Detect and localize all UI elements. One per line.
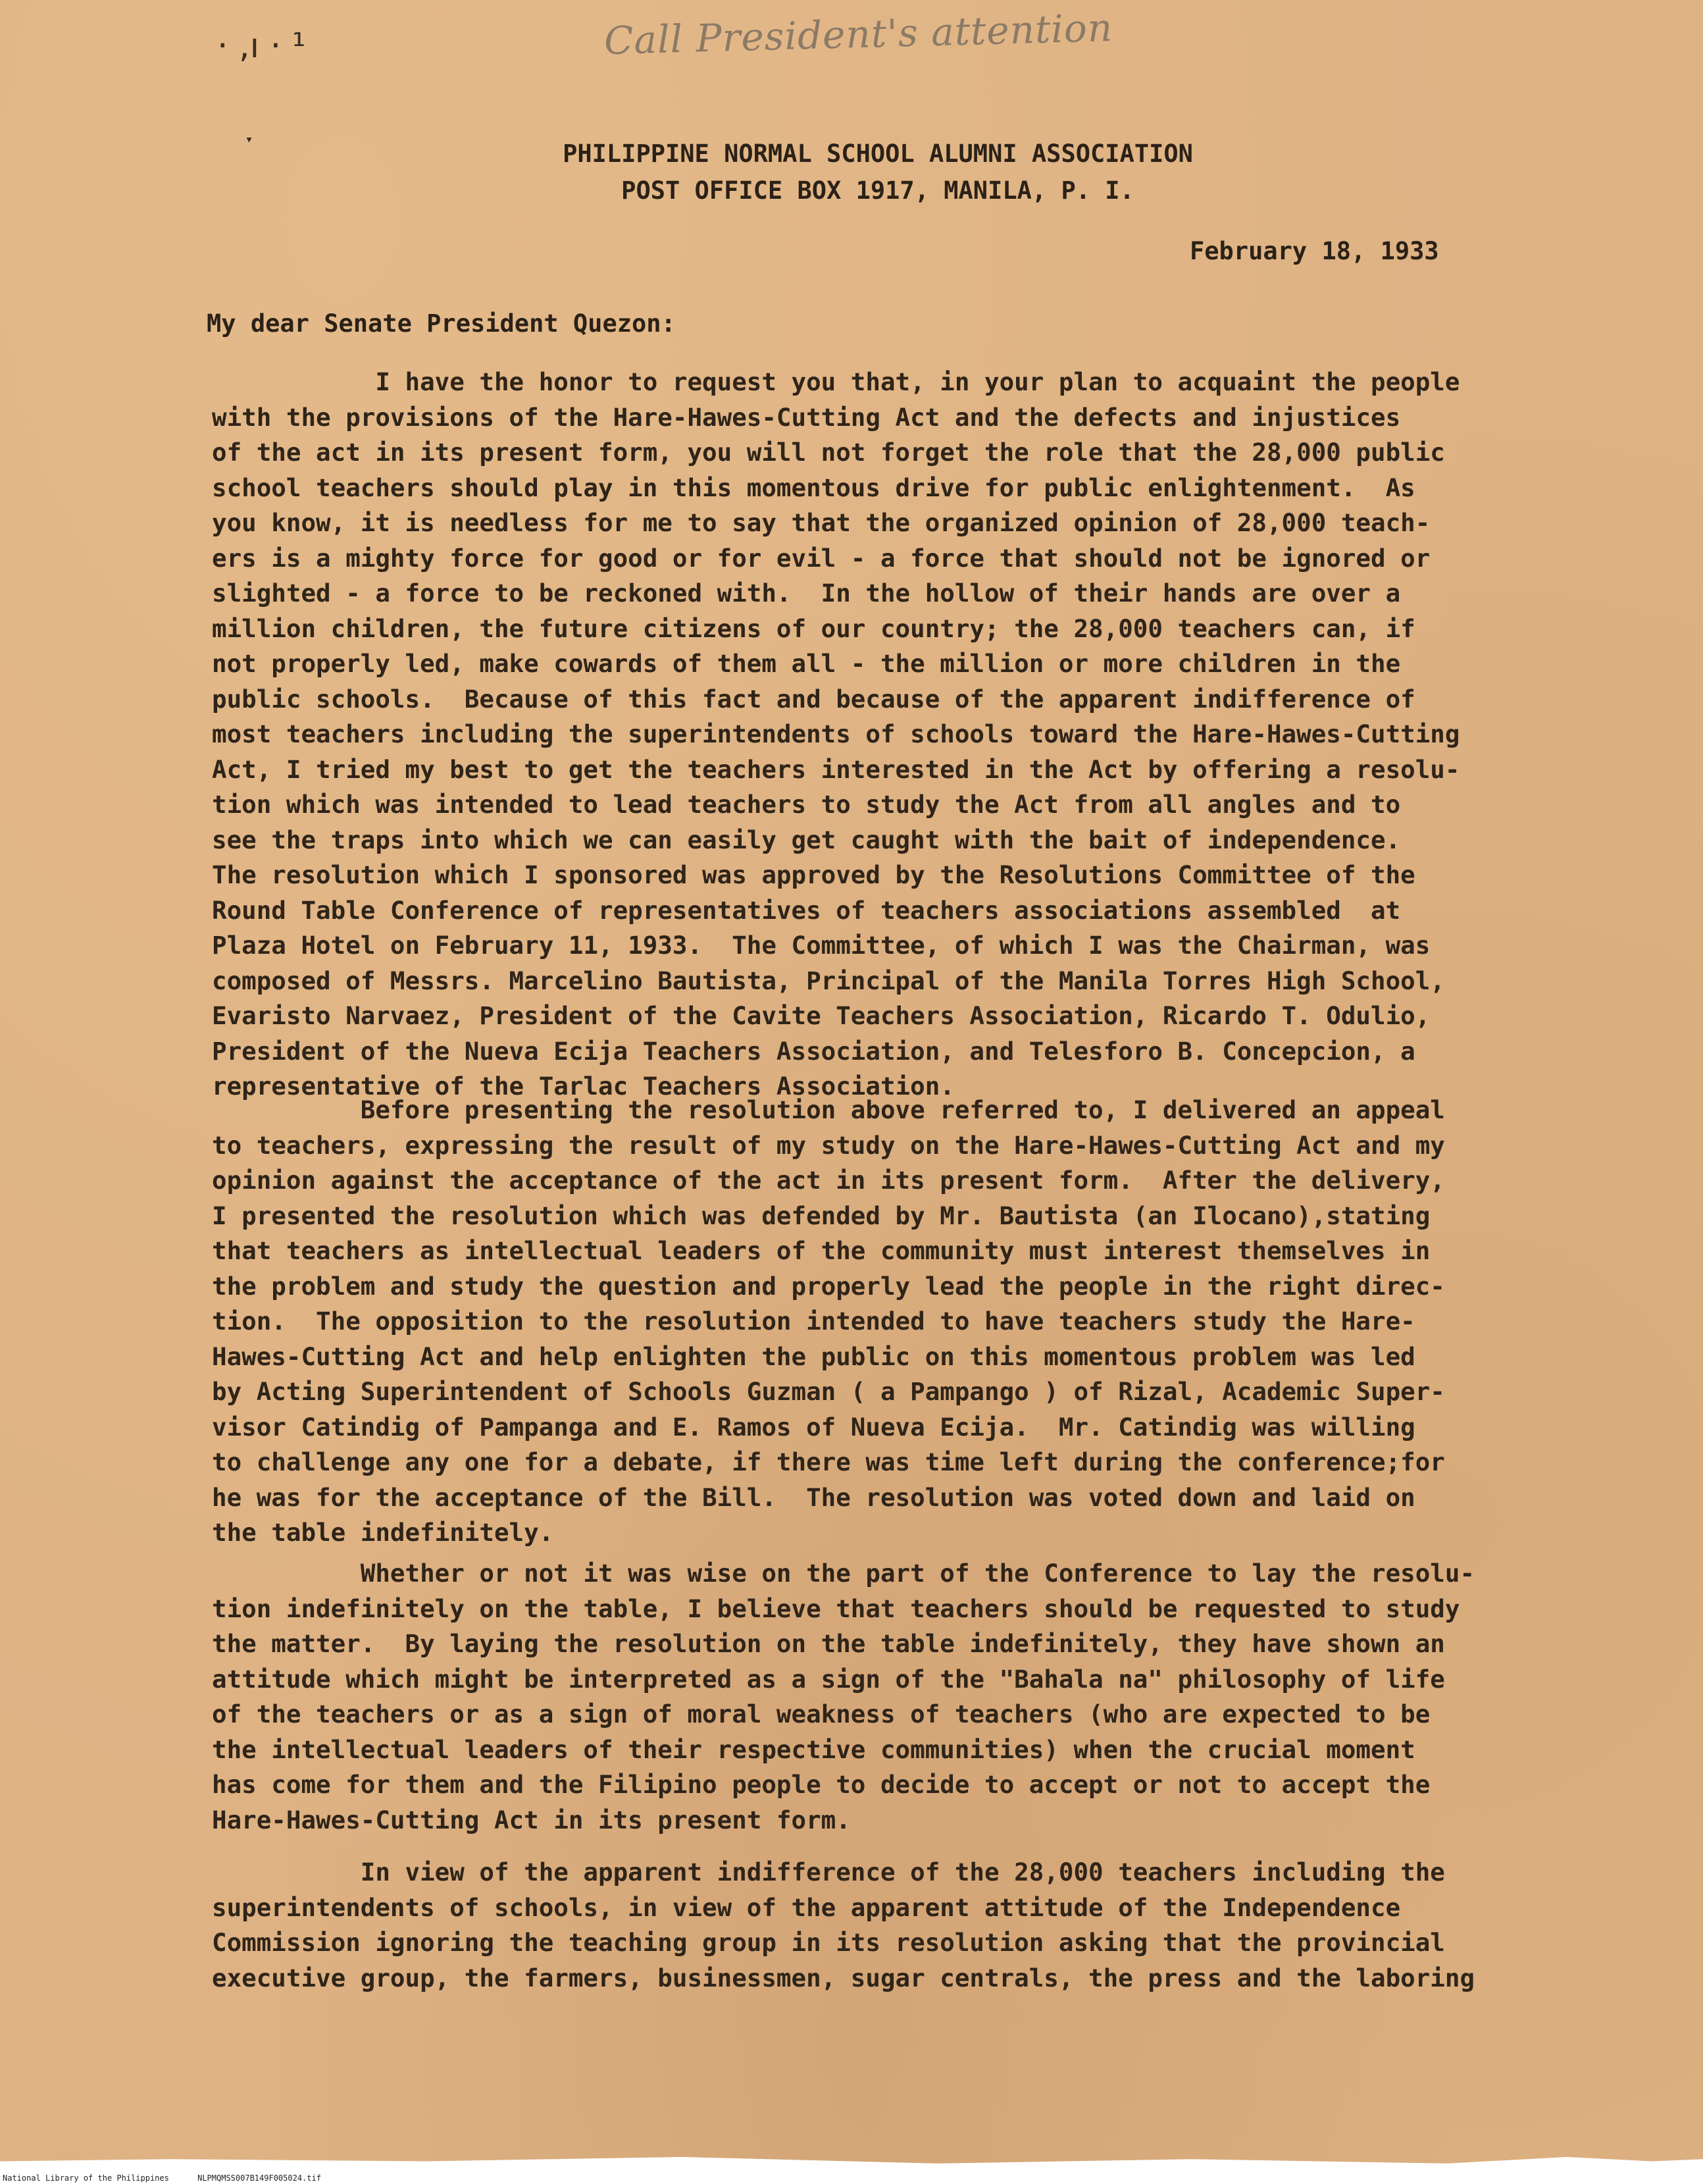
handwritten-annotation: Call President's attention	[603, 5, 1113, 64]
letterhead-organization: PHILIPPINE NORMAL SCHOOL ALUMNI ASSOCIATION	[563, 140, 1193, 168]
letter-paragraph-2	[212, 1093, 1633, 1551]
paragraph-text: Whether or not it was wise on the part of the Conference to lay the resolu- tion indefinitely on the table, I believe that teachers should be requested to study the matter. By laying the resolution on the table indefinitely, they have shown an attitude which might be interpreted as a sign of the "Bahala na" philosophy of life of the teachers or as a sign of moral weakness of teachers (who are expected to be the intellectual leaders of their respective communities) when the crucial moment has come for them and the Filipino people to decide to accept or not to accept the Hare-Hawes-Cutting Act in its present form.	[212, 1559, 1475, 1834]
footer-institution: National Library of the Philippines	[3, 2173, 169, 2183]
letterhead-address: POST OFFICE BOX 1917, MANILA, P. I.	[621, 176, 1134, 205]
corner-marks: · ,ı · ¹	[217, 26, 306, 66]
letter-salutation: My dear Senate President Quezon:	[207, 309, 676, 338]
letter-paragraph-4	[212, 1855, 1633, 1996]
letter-date: February 18, 1933	[1190, 237, 1439, 265]
archive-footer	[3, 2173, 345, 2183]
paragraph-text: I have the honor to request you that, in your plan to acquaint the people with the provisions of the Hare-Hawes-Cutting Act and the defects and injustices of the act in its present form, you will not forget the role that the 28,000 public school teachers should play in this momentous drive for public enlightenment. As you know, it is needless for me to say that the organized opinion of 28,000 teach- ers is a mighty force for good or for evil - a force that should not be ignored or slighted - a force to be reckoned with. In the hollow of their hands are over a million children, the future citizens of our country; the 28,000 teachers can, if not properly led, make cowards of them all - the million or more children in the public schools. Because of this fact and because of the apparent indifference of most teachers including the superintendents of schools toward the Hare-Hawes-Cutting Act, I tried my best to get the teachers interested in the Act by offering a resolu- tion which was intended to lead teachers to study the Act from all angles and to see the traps into which we can easily get caught with the bait of independence. The resolution which I sponsored was approved by the Resolutions Committee of the Round Table Conference of representatives of teachers associations assembled at Plaza Hotel on February 11, 1933. The Committee, of which I was the Chairman, was composed of Messrs. Marcelino Bautista, Principal of the Manila Torres High School, Evaristo Narvaez, President of the Cavite Teachers Association, Ricardo T. Odulio, President of the Nueva Ecija Teachers Association, and Telesforo B. Concepcion, a representative of the Tarlac Teachers Association.	[212, 367, 1460, 1101]
letter-paragraph-3	[212, 1556, 1633, 1838]
footer-file-id: NLPMQMSS007B149F005024.tif	[197, 2173, 321, 2183]
corner-mark-side: ˑ	[245, 125, 255, 161]
paragraph-text: Before presenting the resolution above referred to, I delivered an appeal to teachers, expressing the result of my study on the Hare-Hawes-Cutting Act and my opinion against the acceptance of the act in its present form. After the delivery, I presented the resolution which was defended by Mr. Bautista (an Ilocano),stating that teachers as intellectual leaders of the community must interest themselves in the problem and study the question and properly lead the people in the right direc- tion. The opposition to the resolution intended to have teachers study the Hare- Hawes-Cutting Act and help enlighten the public on this momentous problem was led by Acting Superintendent of Schools Guzman ( a Pampango ) of Rizal, Academic Super- visor Catindig of Pampanga and E. Ramos of Nueva Ecija. Mr. Catindig was willing to challenge any one for a debate, if there was time left during the conference;for he was for the acceptance of the Bill. The resolution was voted down and laid on the table indefinitely.	[212, 1095, 1445, 1547]
letter-paragraph-1	[212, 365, 1633, 1105]
paragraph-text: In view of the apparent indifference of the 28,000 teachers including the superintendents of schools, in view of the apparent attitude of the Independence Commission ignoring the teaching group in its resolution asking that the provincial executive group, the farmers, businessmen, sugar centrals, the press and the laboring	[212, 1858, 1475, 1992]
